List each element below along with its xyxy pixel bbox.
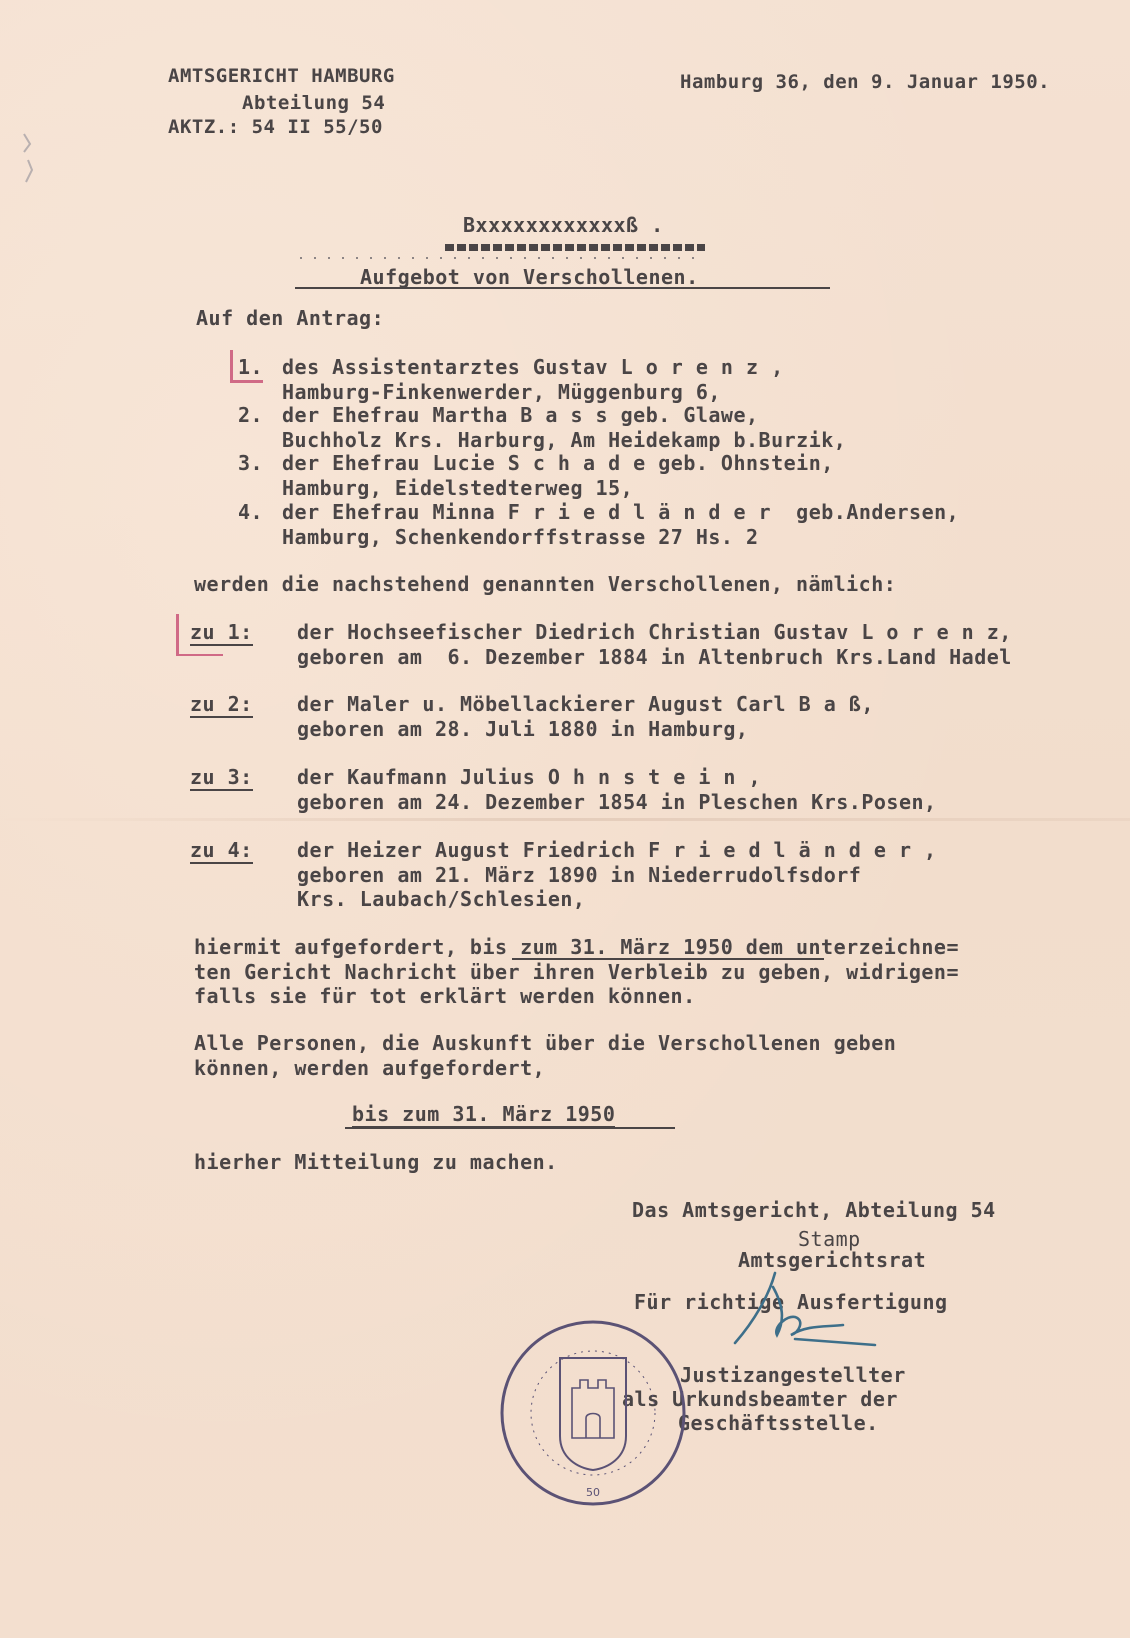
handwritten-signature: [725, 1265, 885, 1355]
deadline-rule: [345, 1127, 675, 1129]
official-line: als Urkundsbeamter der: [622, 1387, 898, 1411]
applicant-number: 2.: [238, 403, 264, 427]
document-title: Aufgebot von Verschollenen.: [360, 265, 699, 289]
deadline-text: bis zum 31. März 1950: [352, 1102, 616, 1126]
dotted-rule: [300, 257, 700, 259]
department: Abteilung 54: [242, 92, 386, 114]
notice-line: falls sie für tot erklärt werden können.: [194, 984, 696, 1008]
applicant-address: Buchholz Krs. Harburg, Am Heidekamp b.Burzik,: [282, 428, 847, 452]
seal-number: 50: [586, 1486, 600, 1499]
struck-title: Bxxxxxxxxxxxxß .: [463, 213, 664, 237]
appeal-line: Alle Personen, die Auskunft über die Verschollenen geben: [194, 1031, 897, 1055]
official-line: Justizangestellter: [680, 1363, 906, 1387]
missing-birth: geboren am 24. Dezember 1854 in Pleschen Krs.Posen,: [297, 790, 937, 814]
missing-birth: geboren am 6. Dezember 1884 in Altenbruch Krs.Land Hadel: [297, 645, 1012, 669]
signing-court: Das Amtsgericht, Abteilung 54: [632, 1198, 996, 1222]
applicant-number: 3.: [238, 451, 264, 475]
transition-text: werden die nachstehend genannten Verschollenen, nämlich:: [194, 572, 897, 596]
missing-line: der Hochseefischer Diedrich Christian Gustav L o r e n z,: [297, 620, 1012, 644]
notice-line: hiermit aufgefordert, bis zum 31. März 1950 dem unterzeichne=: [194, 935, 960, 959]
margin-mark: [18, 130, 40, 190]
applicant-line: der Ehefrau Minna F r i e d l ä n d e r geb.Andersen,: [282, 500, 960, 524]
applicant-address: Hamburg, Eidelstedterweg 15,: [282, 476, 634, 500]
missing-ref: zu 4:: [190, 838, 253, 862]
closing-text: hierher Mitteilung zu machen.: [194, 1150, 558, 1174]
notice-line: ten Gericht Nachricht über ihren Verbleib zu geben, widrigen=: [194, 960, 960, 984]
paper-fold: [0, 818, 1130, 821]
signer-role: Amtsgerichtsrat: [738, 1248, 927, 1272]
applicant-number: 4.: [238, 500, 264, 524]
missing-line: der Maler u. Möbellackierer August Carl B a ß,: [297, 692, 874, 716]
missing-ref: zu 2:: [190, 692, 253, 716]
applicant-line: des Assistentarztes Gustav L o r e n z ,: [282, 355, 784, 379]
missing-birth: geboren am 21. März 1890 in Niederrudolfsdorf: [297, 863, 862, 887]
applicant-line: der Ehefrau Martha B a s s geb. Glawe,: [282, 403, 759, 427]
official-line: Geschäftsstelle.: [678, 1411, 879, 1435]
intro-text: Auf den Antrag:: [196, 306, 385, 330]
title-double-rule: [445, 244, 705, 251]
missing-line: der Heizer August Friedrich F r i e d l ä n d e r ,: [297, 838, 937, 862]
missing-ref: zu 3:: [190, 765, 253, 789]
file-reference: AKTZ.: 54 II 55/50: [168, 116, 383, 138]
missing-line: der Kaufmann Julius O h n s t e i n ,: [297, 765, 762, 789]
place-date: Hamburg 36, den 9. Januar 1950.: [680, 71, 1051, 93]
title-underline: [295, 287, 830, 289]
appeal-line: können, werden aufgefordert,: [194, 1056, 546, 1080]
missing-ref: zu 1:: [190, 620, 253, 644]
applicant-address: Hamburg-Finkenwerder, Müggenburg 6,: [282, 380, 721, 404]
missing-birth-extra: Krs. Laubach/Schlesien,: [297, 887, 586, 911]
missing-birth: geboren am 28. Juli 1880 in Hamburg,: [297, 717, 749, 741]
signer-name: Stamp: [798, 1227, 861, 1251]
court-name: AMTSGERICHT HAMBURG: [168, 65, 395, 87]
court-seal: [498, 1318, 688, 1508]
applicant-line: der Ehefrau Lucie S c h a d e geb. Ohnstein,: [282, 451, 834, 475]
applicant-number: 1.: [238, 355, 264, 379]
certification-text: Für richtige Ausfertigung: [634, 1290, 948, 1314]
applicant-address: Hamburg, Schenkendorffstrasse 27 Hs. 2: [282, 525, 759, 549]
